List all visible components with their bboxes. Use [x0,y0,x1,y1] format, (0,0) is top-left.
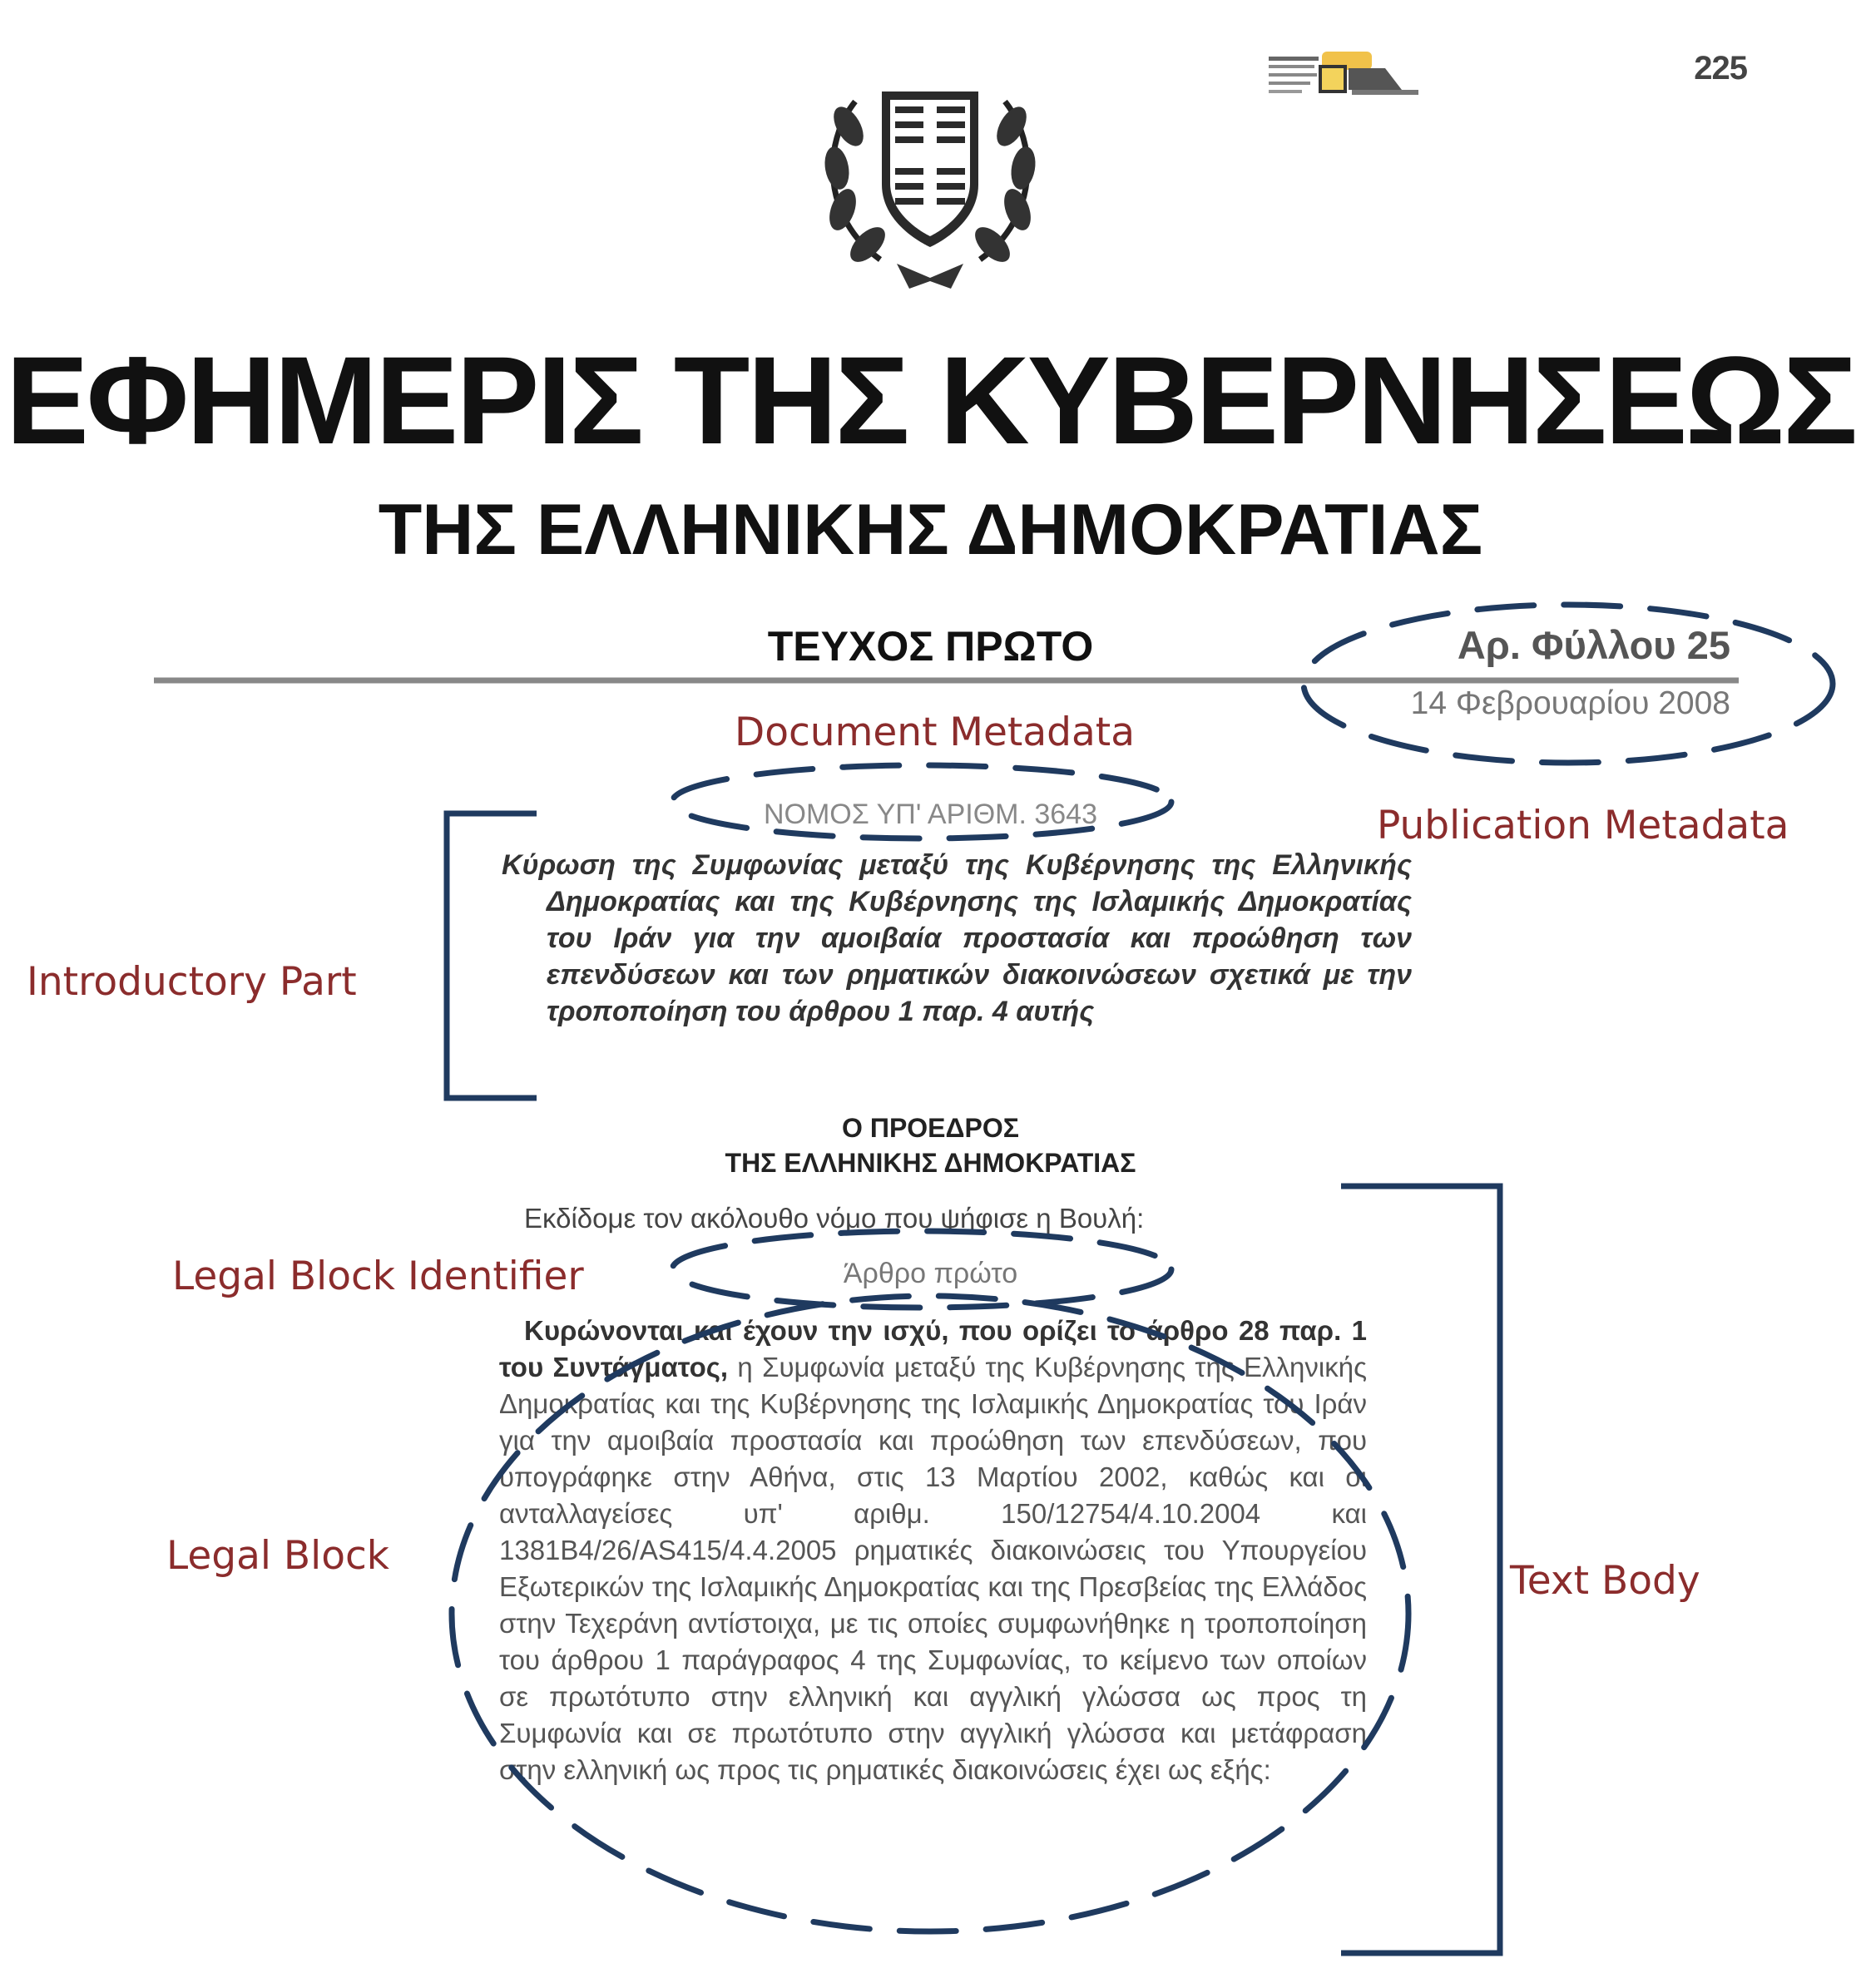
annotation-publication-metadata: Publication Metadata [1377,803,1789,848]
page-number: 225 [1694,50,1747,87]
text-body-bracket [1341,1186,1500,1953]
gazette-subtitle: ΤΗΣ ΕΛΛΗΝΙΚΗΣ ΔΗΜΟΚΡΑΤΙΑΣ [378,490,1483,570]
president-heading-line2: ΤΗΣ ΕΛΛΗΝΙΚΗΣ ΔΗΜΟΚΡΑΤΙΑΣ [725,1148,1136,1178]
annotation-legal-block: Legal Block [166,1533,390,1579]
law-number: ΝΟΜΟΣ ΥΠ' ΑΡΙΘΜ. 3643 [763,799,1097,830]
introductory-text: Κύρωση της Συμφωνίας μεταξύ της Κυβέρνησης της Ελληνικής Δημοκρατίας και της Κυβέρνησης της Ισλαμικής Δημοκρατίας του Ιράν για την αμοιβαία προστασία και προώθηση των επενδύσεων και των ρηματικών διακοινώσεων σχετικά με την τροποποίηση του άρθρου 1 παρ. 4 αυτής [502,849,1412,1027]
article-lead: Κυρώνονται και έχουν την ισχύ, που ορίζει το άρθρο 28 παρ. 1 του Συντάγματος, [499,1315,1367,1382]
article-heading: Άρθρο πρώτο [843,1258,1018,1289]
introductory-part-bracket [447,813,537,1098]
legal-block-identifier-ellipse [672,1231,1171,1308]
annotation-document-metadata: Document Metadata [735,710,1135,755]
gazette-title: ΕΦΗΜΕΡΙΣ ΤΗΣ ΚΥΒΕΡΝΗΣΕΩΣ [5,330,1856,470]
issue-label: ΤΕΥΧΟΣ ΠΡΩΤΟ [767,623,1094,670]
legal-block-ellipse [452,1296,1408,1931]
publication-metadata-ellipse [1304,605,1833,763]
president-heading-line1: Ο ΠΡΟΕΔΡΟΣ [842,1113,1019,1143]
annotation-introductory-part: Introductory Part [27,959,357,1005]
promulgation-formula: Εκδίδομε τον ακόλουθο νόμο που ψήφισε η Βουλή: [524,1203,1145,1234]
annotation-legal-block-identifier: Legal Block Identifier [172,1254,584,1299]
article-body-text: η Συμφωνία μεταξύ της Κυβέρνησης της Ελληνικής Δημοκρατίας και της Κυβέρνησης της Ισλαμικής Δημοκρατίας του Ιράν για την αμοιβαία προστασία και προώθηση των επενδύσεων, που υπογράφηκε στην Αθήνα, στις 13 Μαρτίου 2002, καθώς και οι ανταλλαγείσες υπ' αριθμ. 150/12754/4.10.2004 και 1381Β4/26/AS415/4.4.2005 ρηματικές διακοινώσεις του Υπουργείου Εξωτερικών της Ισλαμικής Δημοκρατίας και της Πρεσβείας της Ελλάδος στην Τεχεράνη αντίστοιχα, με τις οποίες συμφωνήθηκε η τροποποίηση του άρθρου 1 παράγραφος 4 της Συμφωνίας, το κείμενο των οποίων σε πρωτότυπο στην ελληνική και αγγλική γλώσσα ως προς τη Συμφωνία και σε πρωτότυπο στην αγγλική γλώσσα και μετάφραση στην ελληνική ως προς τις ρηματικές διακοινώσεις έχει ως εξής: [499,1352,1367,1785]
sheet-number: Αρ. Φύλλου 25 [1457,623,1730,667]
document-metadata-ellipse [672,765,1171,838]
annotation-text-body: Text Body [1510,1558,1700,1604]
publication-date: 14 Φεβρουαρίου 2008 [1410,685,1730,721]
